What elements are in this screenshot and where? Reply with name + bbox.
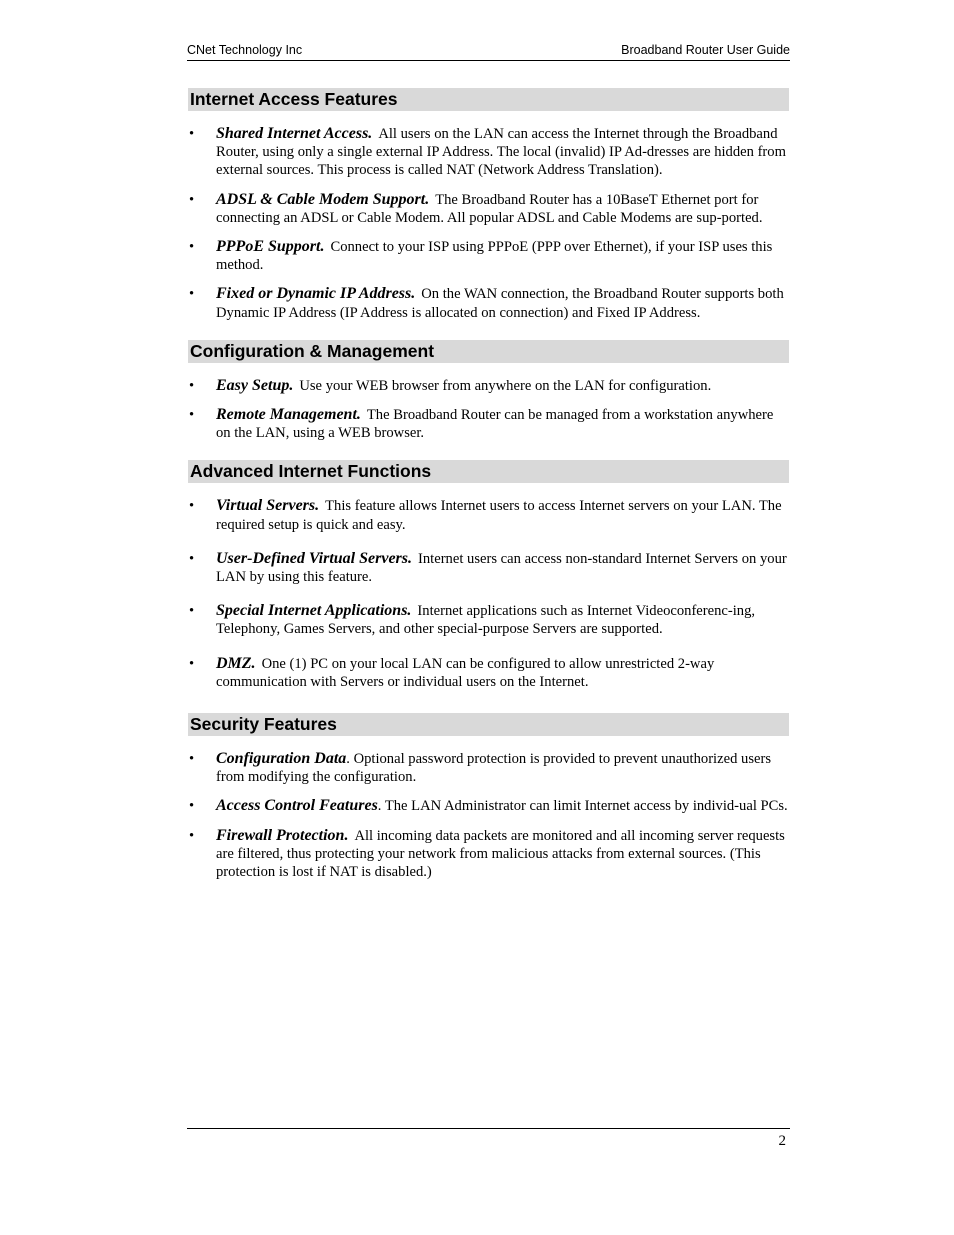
page-number: 2: [778, 1133, 786, 1149]
bullet-icon: •: [189, 286, 195, 303]
feature-term: Configuration Data: [216, 750, 347, 768]
feature-description: One (1) PC on your local LAN can be configured to allow unrestricted 2-way communication with Servers or individual users on the Internet.: [216, 655, 715, 690]
bullet-icon: •: [189, 498, 195, 515]
feature-term: Shared Internet Access.: [216, 125, 373, 142]
bullet-icon: •: [189, 239, 195, 256]
section-security-features: [188, 713, 789, 881]
bullet-icon: •: [189, 191, 195, 208]
feature-list: [188, 750, 789, 881]
list-item: [188, 550, 789, 586]
feature-term: DMZ.: [216, 654, 256, 672]
feature-description: Internet users can access non-standard Internet Servers on your LAN by using this feature.: [216, 550, 787, 586]
feature-term: Firewall Protection.: [216, 826, 349, 844]
page-content: [188, 88, 789, 881]
list-item: [188, 238, 789, 274]
feature-term: Virtual Servers.: [216, 497, 320, 515]
feature-description: Connect to your ISP using PPPoE (PPP over Ethernet), if your ISP uses this method.: [216, 239, 773, 274]
feature-list: [188, 125, 789, 322]
list-item: [188, 602, 789, 638]
bullet-icon: •: [189, 550, 195, 567]
list-item: [188, 797, 789, 815]
bullet-icon: •: [189, 827, 195, 844]
feature-list: [188, 377, 789, 443]
list-item: [188, 497, 789, 533]
feature-term: Remote Management.: [216, 406, 361, 424]
feature-description: Use your WEB browser from anywhere on the LAN for configuration.: [299, 377, 712, 394]
feature-description: On the WAN connection, the Broadband Router supports both Dynamic IP Address (IP Address is allocated on connection) and Fixed IP Address.: [216, 286, 784, 321]
list-item: [188, 285, 789, 321]
feature-term: Easy Setup.: [216, 376, 294, 394]
feature-description: The Broadband Router has a 10BaseT Ethernet port for connecting an ADSL or Cable Modem. All popular ADSL and Cable Modems are sup-ported.: [216, 191, 763, 226]
bullet-icon: •: [189, 655, 195, 672]
section-title: Advanced Internet Functions: [188, 460, 789, 483]
header-document-title: Broadband Router User Guide: [621, 43, 790, 57]
feature-term: Special Internet Applications.: [216, 602, 412, 620]
section-configuration-management: [188, 340, 789, 443]
feature-list: [188, 497, 789, 691]
section-title: Configuration & Management: [188, 340, 789, 363]
bullet-icon: •: [189, 407, 195, 424]
feature-term: Fixed or Dynamic IP Address.: [216, 285, 416, 303]
bullet-icon: •: [189, 798, 195, 815]
feature-term: User-Defined Virtual Servers.: [216, 549, 412, 567]
bullet-icon: •: [189, 751, 195, 768]
feature-description: Internet applications such as Internet Videoconferenc-ing, Telephony, Games Servers, and other special-purpose Servers are supported.: [216, 603, 756, 638]
section-title: Security Features: [188, 713, 789, 736]
list-item: [188, 406, 789, 442]
section-internet-access-features: [188, 88, 789, 322]
page-header: [187, 41, 790, 61]
footer-divider: [187, 1128, 790, 1129]
feature-term: Access Control Features: [216, 797, 378, 815]
list-item: [188, 827, 789, 882]
feature-description: This feature allows Internet users to access Internet servers on your LAN. The required setup is quick and easy.: [216, 498, 782, 533]
list-item: [188, 750, 789, 786]
feature-description: . Optional password protection is provided to prevent unauthorized users from modifying the configuration.: [216, 751, 772, 786]
bullet-icon: •: [189, 126, 195, 142]
feature-description: All users on the LAN can access the Internet through the Broadband Router, using only a single external IP Address. The local (invalid) IP Ad-dresses are hidden from external sources. This process is called NAT (Network Address Translation).: [216, 126, 786, 179]
list-item: [188, 655, 789, 691]
bullet-icon: •: [189, 377, 195, 394]
list-item: [188, 125, 789, 180]
feature-description: All incoming data packets are monitored and all incoming server requests are filtered, thus protecting your network from malicious attacks from external sources. (This protection is lost if NAT is disabled.): [216, 827, 785, 881]
section-advanced-internet-functions: [188, 460, 789, 691]
header-company: CNet Technology Inc: [187, 43, 303, 57]
feature-description: The Broadband Router can be managed from a workstation anywhere on the LAN, using a WEB browser.: [216, 407, 774, 442]
list-item: [188, 191, 789, 227]
feature-description: . The LAN Administrator can limit Internet access by individ-ual PCs.: [377, 798, 788, 815]
bullet-icon: •: [189, 603, 195, 620]
feature-term: ADSL & Cable Modem Support.: [216, 190, 430, 208]
feature-term: PPPoE Support.: [216, 238, 325, 256]
list-item: [188, 377, 789, 395]
section-title: Internet Access Features: [188, 88, 789, 111]
